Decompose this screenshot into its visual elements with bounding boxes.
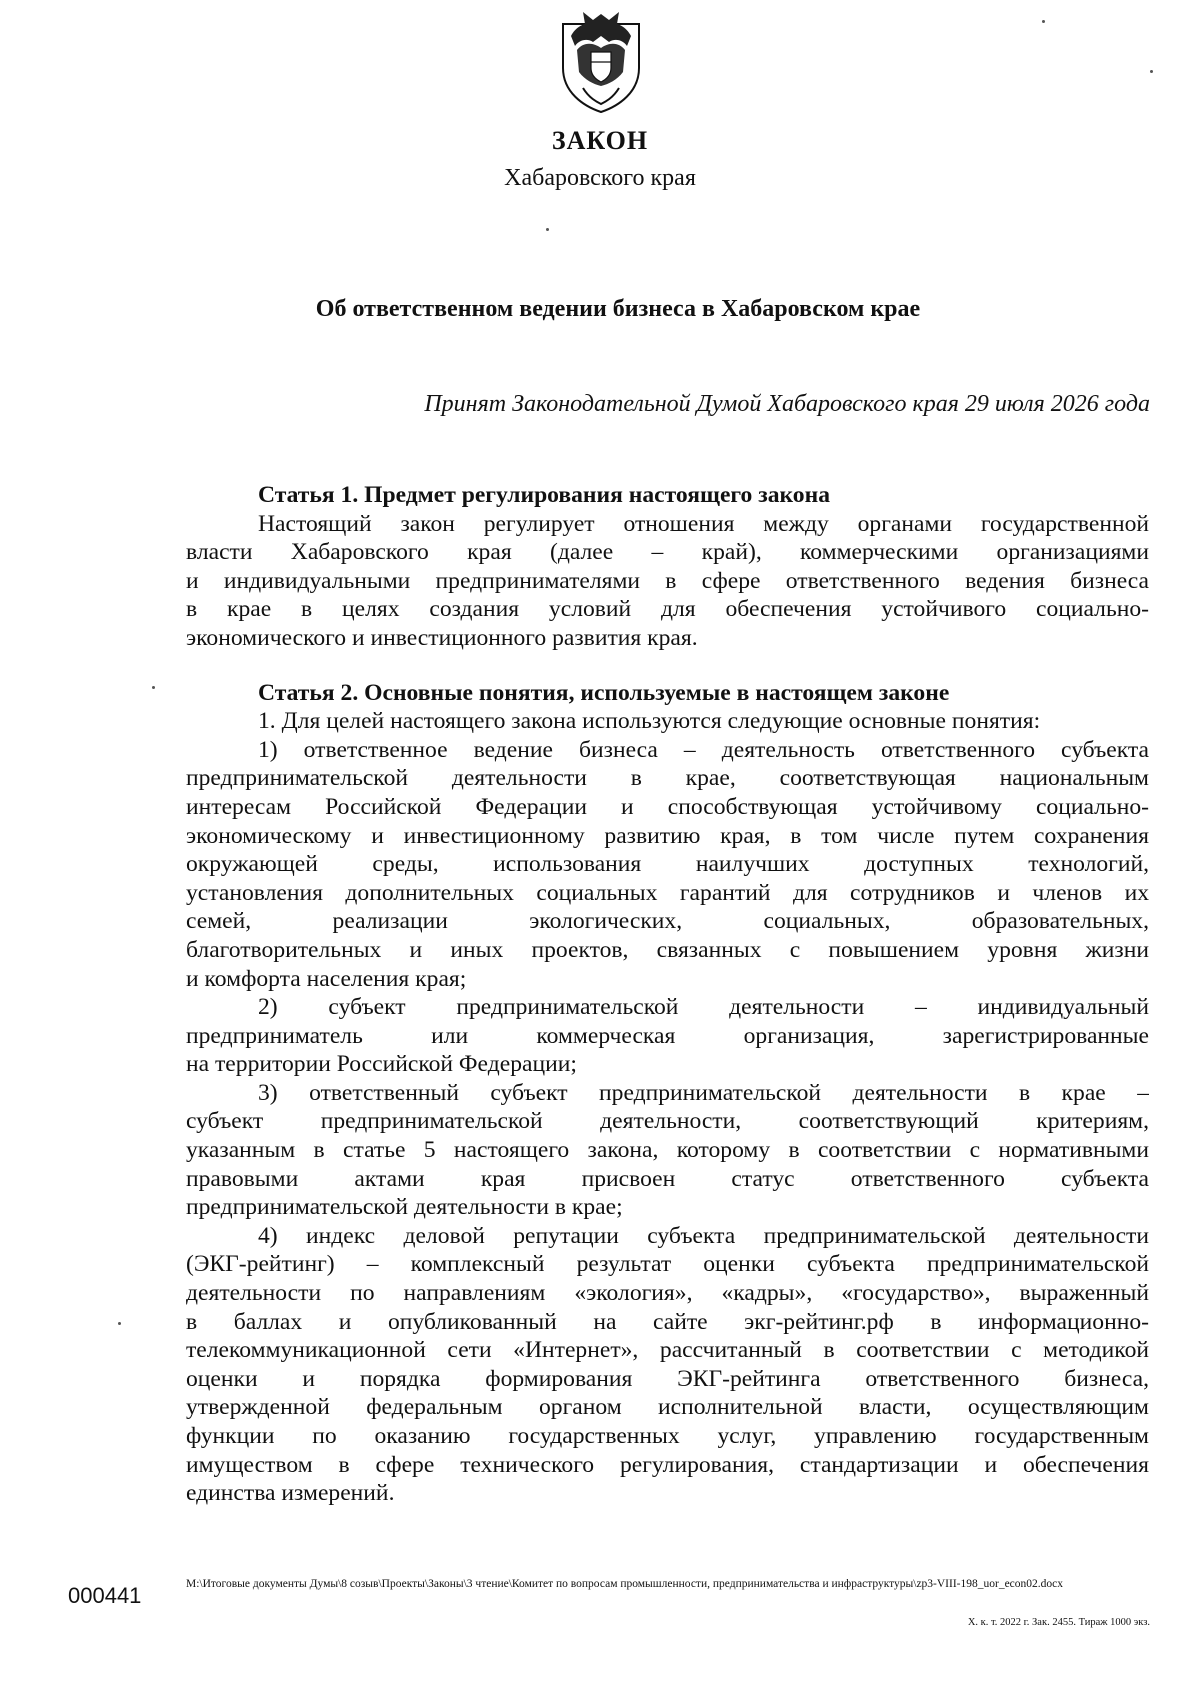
article-2-line: интересам Российской Федерации и способствующая устойчивому социально-: [186, 793, 1149, 820]
document-body: [186, 481, 1149, 1508]
article-2-line: 4) индекс деловой репутации субъекта предпринимательской деятельности: [258, 1222, 1149, 1249]
article-2-line: благотворительных и иных проектов, связанных с повышением уровня жизни: [186, 936, 1149, 963]
article-2-line: имуществом в сфере технического регулирования, стандартизации и обеспечения: [186, 1451, 1149, 1478]
article-2-line: 3) ответственный субъект предпринимательской деятельности в крае –: [258, 1079, 1149, 1106]
article-2-line: и комфорта населения края;: [186, 965, 467, 992]
article-2-line: (ЭКГ-рейтинг) – комплексный результат оценки субъекта предпринимательской: [186, 1251, 1149, 1278]
article-2-line: 1. Для целей настоящего закона используются следующие основные понятия:: [258, 708, 1041, 735]
document-title: ЗАКОН: [551, 126, 649, 155]
article-2-line: функции по оказанию государственных услуг, управлению государственным: [186, 1423, 1149, 1449]
article-2-line: установления дополнительных социальных гарантий для сотрудников и членов их: [186, 879, 1149, 906]
scan-speck: [1150, 70, 1153, 73]
article-2-line: предприниматель или коммерческая организация, зарегистрированные: [186, 1022, 1149, 1049]
coat-of-arms-emblem: [553, 6, 649, 116]
file-path: M:\Итоговые документы Думы\8 созыв\Проекты\Законы\3 чтение\Комитет по вопросам промышленности, предпринимательства и инфраструктуры\zp3-VIII-198_uor_econ02.docx: [186, 1578, 1064, 1590]
article-2-line: утвержденной федеральным органом исполнительной власти, осуществляющим: [186, 1394, 1149, 1421]
scan-speck: [1042, 20, 1045, 23]
law-name: Об ответственном ведении бизнеса в Хабаровском крае: [315, 296, 921, 322]
article-2-line: окружающей среды, использования наилучших доступных технологий,: [186, 851, 1149, 878]
article-2-line: телекоммуникационной сети «Интернет», рассчитанный в соответствии с методикой: [186, 1337, 1149, 1364]
article-2-line: в баллах и опубликованный на сайте экг-рейтинг.рф в информационно-: [186, 1308, 1149, 1335]
adoption-note: Принят Законодательной Думой Хабаровского края 29 июля 2026 года: [424, 391, 1150, 417]
article-2-heading: Статья 2. Основные понятия, используемые в настоящем законе: [258, 679, 950, 706]
article-1-line: в крае в целях создания условий для обеспечения устойчивого социально-: [186, 596, 1149, 623]
article-2-line: экономическому и инвестиционному развитию края, в том числе путем сохранения: [186, 822, 1149, 849]
scan-speck: [152, 686, 155, 689]
article-2-line: правовыми актами края присвоен статус ответственного субъекта: [186, 1165, 1149, 1192]
article-2-line: субъект предпринимательской деятельности, соответствующий критериям,: [186, 1108, 1149, 1135]
article-2-line: оценки и порядка формирования ЭКГ-рейтинга ответственного бизнеса,: [186, 1365, 1149, 1392]
article-2-line: на территории Российской Федерации;: [186, 1051, 577, 1078]
document-region: Хабаровского края: [504, 165, 696, 191]
document-number: 000441: [68, 1583, 142, 1608]
article-2-line: указанным в статье 5 настоящего закона, которому в соответствии с нормативными: [186, 1137, 1149, 1164]
article-2-line: 1) ответственное ведение бизнеса – деятельность ответственного субъекта: [258, 736, 1149, 763]
article-1-line: экономического и инвестиционного развития края.: [186, 624, 698, 651]
article-2-line: предпринимательской деятельности в крае;: [186, 1194, 623, 1221]
article-2-line: семей, реализации экологических, социальных, образовательных,: [186, 908, 1149, 935]
article-2-line: деятельности по направлениям «экология», «кадры», «государство», выраженный: [186, 1280, 1149, 1307]
print-info: Х. к. т. 2022 г. Зак. 2455. Тираж 1000 экз.: [967, 1617, 1150, 1628]
article-1-line: Настоящий закон регулирует отношения между органами государственной: [258, 510, 1149, 537]
article-2-line: 2) субъект предпринимательской деятельности – индивидуальный: [258, 994, 1149, 1021]
scan-speck: [546, 228, 549, 231]
article-1-line: власти Хабаровского края (далее – край), коммерческими организациями: [186, 539, 1149, 566]
scan-speck: [118, 1322, 121, 1325]
article-2-line: предпринимательской деятельности в крае, соответствующая национальным: [186, 765, 1149, 792]
article-2-line: единства измерений.: [186, 1480, 395, 1507]
article-1-heading: Статья 1. Предмет регулирования настоящего закона: [258, 482, 830, 508]
article-1-line: и индивидуальными предпринимателями в сфере ответственного ведения бизнеса: [186, 567, 1149, 594]
